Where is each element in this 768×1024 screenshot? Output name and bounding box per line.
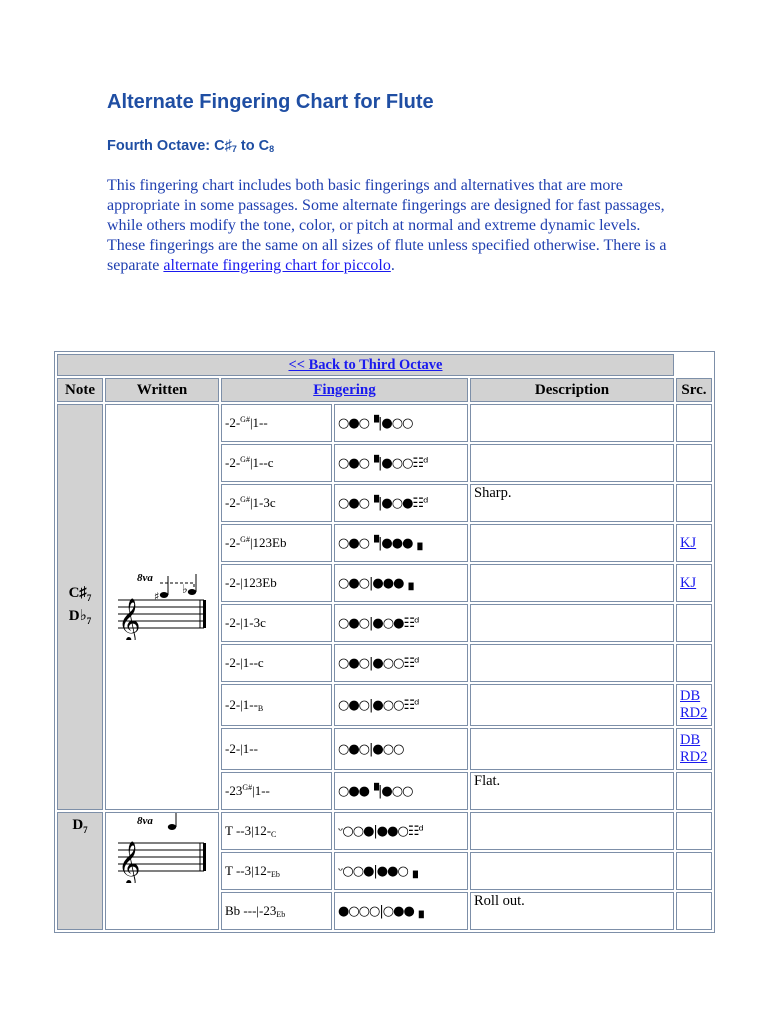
note-cell	[57, 404, 103, 810]
fingering-code-footkey: Eb	[271, 870, 280, 879]
staff-notation-graphic	[114, 813, 210, 883]
fingering-diagram: ○●○|●○○☷ᵈ	[334, 684, 468, 726]
fingering-diagram: ○●○|●○○	[334, 728, 468, 770]
fingering-code-text: Bb ---|-23	[225, 903, 277, 918]
fingering-code-text: |123Eb	[249, 535, 287, 550]
note-name	[61, 584, 99, 630]
fingering-code-text: -2-	[225, 495, 241, 510]
written-notation-cell: 8va 𝄞	[105, 812, 219, 930]
source-link[interactable]: RD2	[680, 705, 708, 721]
note-d: D	[72, 817, 84, 833]
fingering-header-link[interactable]: Fingering	[313, 381, 376, 398]
fingering-code	[221, 484, 332, 522]
note-octave: 7	[86, 593, 92, 603]
svg-text:♭: ♭	[182, 581, 188, 596]
fingering-row	[57, 404, 712, 442]
source-cell	[676, 484, 712, 522]
description-cell	[470, 564, 674, 602]
header-note: Note	[57, 378, 103, 402]
description-cell: Roll out.	[470, 892, 674, 930]
source-cell	[676, 444, 712, 482]
source-cell	[676, 524, 712, 562]
group-csharp7	[57, 404, 712, 810]
svg-text:♯: ♯	[154, 589, 160, 603]
piccolo-chart-link[interactable]: alternate fingering chart for piccolo	[163, 257, 391, 274]
description-cell: Flat.	[470, 772, 674, 810]
fingering-code-text: T --3|12-	[225, 863, 272, 878]
fingering-code-text: -2-	[225, 415, 241, 430]
fingering-code	[221, 404, 332, 442]
fingering-code-text: -2-|1--	[225, 741, 258, 756]
fingering-code-footkey: C	[271, 830, 277, 839]
fingering-code	[221, 892, 332, 930]
fingering-code-text: T --3|12-	[225, 823, 272, 838]
written-notation-cell: 8va 𝄞 ♯ ♭	[105, 404, 219, 810]
fingering-code-text: -2-	[225, 455, 241, 470]
description-cell	[470, 444, 674, 482]
note-octave: 7	[86, 616, 92, 626]
source-cell	[676, 644, 712, 682]
fingering-code-key: G#	[240, 495, 250, 504]
fingering-code-text: -2-|1--c	[225, 655, 264, 670]
fingering-code	[221, 564, 332, 602]
note-csharp: C♯	[68, 585, 87, 601]
fingering-code-text: -2-|123Eb	[225, 575, 277, 590]
fingering-diagram: ᵕ○○●|●●○▗	[334, 852, 468, 890]
fingering-diagram: ○●○|●○○☷ᵈ	[334, 644, 468, 682]
fingering-code-text: -2-|1-3c	[225, 615, 266, 630]
fingering-table	[54, 351, 715, 933]
fingering-code-text: |1--	[252, 783, 270, 798]
source-cell	[676, 772, 712, 810]
group-d7	[57, 812, 712, 930]
fingering-diagram: ○●○▝|●○●☷ᵈ	[334, 484, 468, 522]
intro-paragraph: This fingering chart includes both basic fingerings and alternatives that are more appropriate in some passages. Some alternate fingerings are designed for fast passages, while others modify the tone, color, or pitch at normal and extreme dynamic levels. These fingerings are the same on all sizes of flute unless specified otherwise. There is a separate alternate fingering chart for piccolo.	[107, 177, 667, 274]
source-link[interactable]: DB	[680, 732, 701, 748]
fingering-diagram: ○●○▝|●○○	[334, 404, 468, 442]
description-cell	[470, 728, 674, 770]
fingering-code-text: |1--	[249, 415, 268, 430]
fingering-code-footkey: Eb	[276, 910, 286, 919]
fingering-code	[221, 852, 332, 890]
source-link[interactable]: RD2	[680, 749, 708, 765]
fingering-code	[221, 684, 332, 726]
source-link[interactable]: KJ	[680, 574, 697, 591]
fingering-code	[221, 772, 332, 810]
fingering-diagram: ○●○|●●●▗	[334, 564, 468, 602]
description-cell	[470, 404, 674, 442]
description-cell	[470, 644, 674, 682]
fingering-code-text: |1--c	[249, 455, 274, 470]
description-cell	[470, 684, 674, 726]
fingering-code-text: -2-	[225, 535, 241, 550]
fingering-code	[221, 812, 332, 850]
header-description: Description	[470, 378, 674, 402]
note-octave: 7	[83, 825, 88, 835]
source-cell	[676, 852, 712, 890]
note-dflat: D♭	[68, 608, 87, 624]
header-written: Written	[105, 378, 219, 402]
page-title: Alternate Fingering Chart for Flute	[107, 91, 434, 113]
description-cell	[470, 812, 674, 850]
header-fingering	[221, 378, 468, 402]
svg-text:𝄞: 𝄞	[118, 597, 141, 640]
fingering-diagram: ○●○▝|●●●▗	[334, 524, 468, 562]
source-cell	[676, 892, 712, 930]
description-cell	[470, 604, 674, 642]
source-link[interactable]: KJ	[680, 534, 697, 551]
source-cell	[676, 604, 712, 642]
fingering-code-key: G#	[242, 783, 253, 792]
fingering-code	[221, 644, 332, 682]
fingering-diagram: ●○○○|○●●▗	[334, 892, 468, 930]
source-cell	[676, 404, 712, 442]
fingering-code-key: G#	[240, 415, 250, 424]
fingering-code-text: -2-|1--	[225, 697, 258, 712]
octave-subtitle: Fourth Octave: $C♯_7$ to $C_8$	[107, 138, 275, 154]
fingering-code	[221, 444, 332, 482]
staff-notation-graphic	[114, 570, 210, 640]
header-src: Src.	[676, 378, 712, 402]
fingering-diagram: ○●○▝|●○○☷ᵈ	[334, 444, 468, 482]
description-cell	[470, 524, 674, 562]
fingering-code-key: G#	[240, 535, 250, 544]
fingering-row	[57, 812, 712, 850]
fingering-code	[221, 728, 332, 770]
source-cell	[676, 684, 712, 726]
source-cell	[676, 812, 712, 850]
fingering-diagram: ○●○|●○●☷ᵈ	[334, 604, 468, 642]
source-cell	[676, 564, 712, 602]
fingering-code-text: |1-3c	[249, 495, 276, 510]
description-cell: Sharp.	[470, 484, 674, 522]
fingering-code-footkey: B	[257, 704, 264, 713]
svg-text:𝄞: 𝄞	[118, 841, 141, 883]
source-link[interactable]: DB	[680, 688, 701, 704]
fingering-diagram: ○●●▝|●○○	[334, 772, 468, 810]
back-row	[57, 354, 674, 376]
fingering-code-key: G#	[240, 455, 250, 464]
back-to-third-octave-link[interactable]: << Back to Third Octave	[288, 356, 443, 373]
description-cell	[470, 852, 674, 890]
fingering-code-text: -23	[225, 783, 243, 798]
fingering-diagram: ᵕ○○●|●●○☷ᵈ	[334, 812, 468, 850]
fingering-code	[221, 604, 332, 642]
note-cell	[57, 812, 103, 930]
fingering-code	[221, 524, 332, 562]
source-cell	[676, 728, 712, 770]
